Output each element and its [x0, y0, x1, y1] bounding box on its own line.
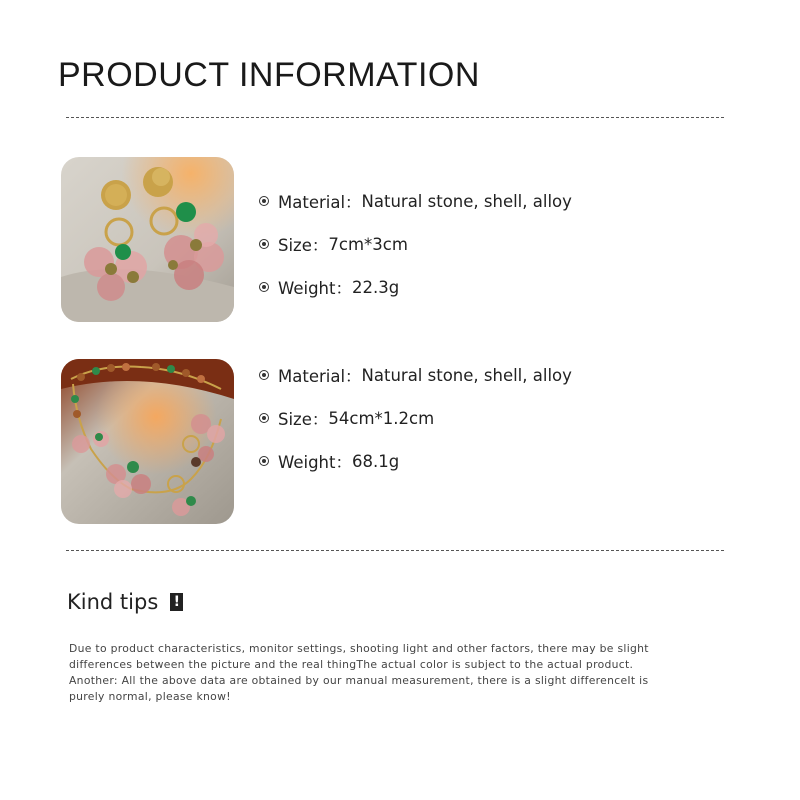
kind-tips-header — [67, 590, 183, 614]
earrings-photo — [61, 157, 234, 322]
earrings-specs — [259, 190, 572, 319]
tips-paragraph: Due to product characteristics, monitor settings, shooting light and other factors, there may be slight differences between the picture and the real thingThe actual color is subject to the actual product. Another: All the above data are obtained by our manual measurement, there is a slight differenceIt is purely normal, please know! — [69, 642, 649, 703]
spec-value: 54cm*1.2cm — [328, 408, 435, 428]
spec-value: 7cm*3cm — [328, 234, 408, 254]
kind-tips-title: Kind tips — [67, 590, 159, 614]
spec-label: Material： — [278, 193, 362, 212]
spec-label: Weight： — [278, 453, 352, 472]
spec-label: Size： — [278, 236, 329, 255]
spec-weight — [259, 450, 572, 472]
bullet-icon — [259, 239, 269, 249]
necklace-photo — [61, 359, 234, 524]
spec-label: Size： — [278, 410, 329, 429]
necklace-specs — [259, 364, 572, 493]
bullet-icon — [259, 413, 269, 423]
kind-tips-text — [69, 641, 649, 705]
spec-material — [259, 364, 572, 386]
spec-label: Material： — [278, 367, 362, 386]
top-divider — [66, 117, 724, 118]
bottom-divider — [66, 550, 724, 551]
spec-value: 68.1g — [351, 451, 400, 471]
spec-weight — [259, 276, 572, 298]
spec-label: Weight： — [278, 279, 352, 298]
spec-size — [259, 407, 572, 429]
bullet-icon — [259, 196, 269, 206]
bullet-icon — [259, 282, 269, 292]
spec-size — [259, 233, 572, 255]
bullet-icon — [259, 370, 269, 380]
spec-value: 22.3g — [351, 277, 400, 297]
exclamation-icon: ! — [170, 593, 183, 611]
spec-material — [259, 190, 572, 212]
bullet-icon — [259, 456, 269, 466]
page-title: PRODUCT INFORMATION — [58, 56, 480, 94]
spec-value: Natural stone, shell, alloy — [361, 191, 572, 211]
spec-value: Natural stone, shell, alloy — [361, 365, 572, 385]
